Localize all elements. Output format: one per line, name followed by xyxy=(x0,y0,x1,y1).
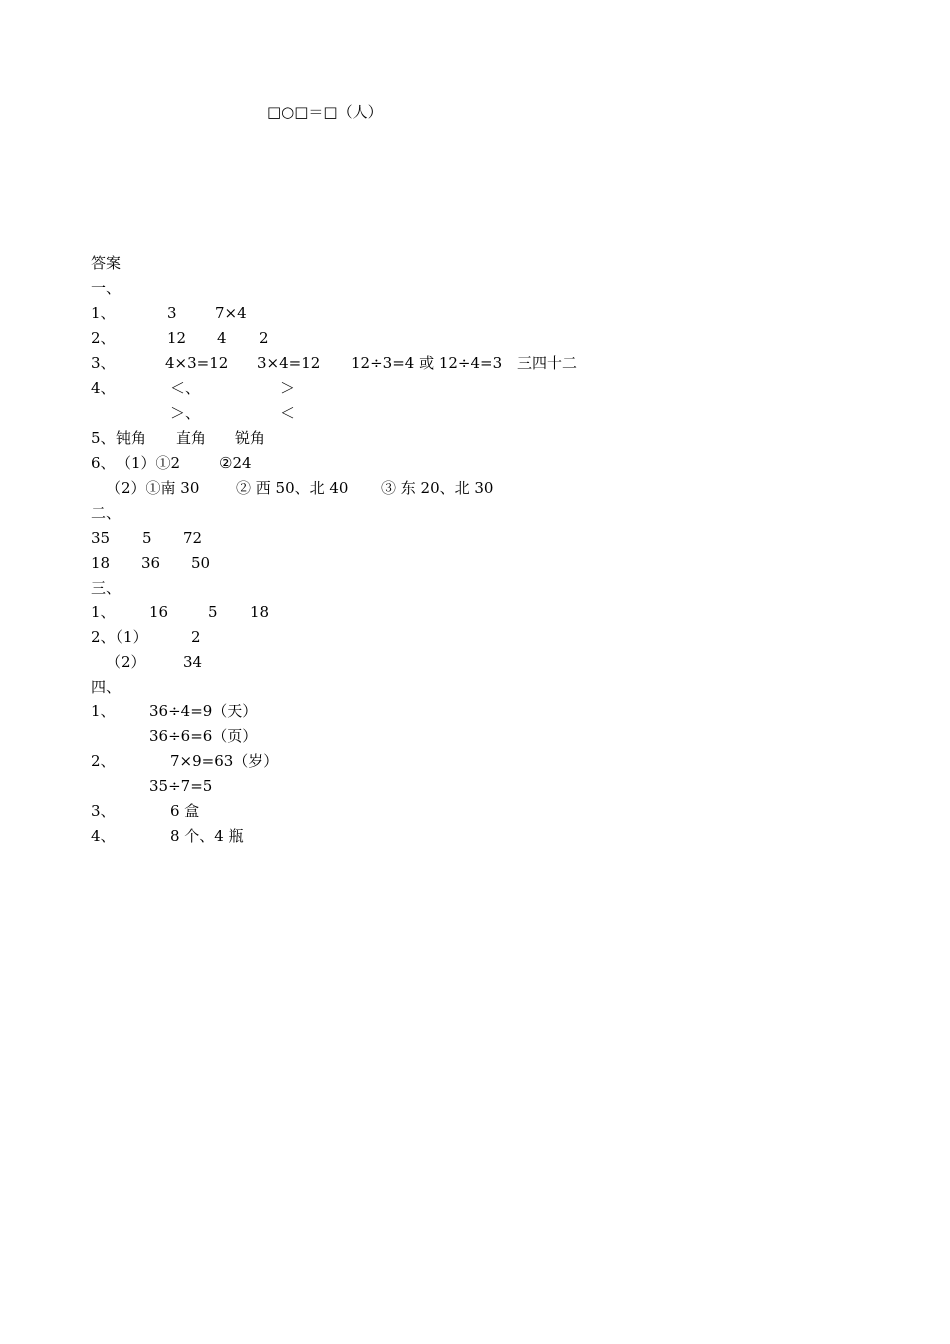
q2-answer-a: 12 xyxy=(167,329,187,347)
s4-q3-number: 3、 xyxy=(91,802,116,820)
section-4-label: 四、 xyxy=(91,678,122,696)
section-2-label: 二、 xyxy=(91,504,122,522)
q1-answer-a: 3 xyxy=(167,304,177,322)
q4-answer-a: ＜、 xyxy=(170,379,201,397)
q6-answer-b: ②24 xyxy=(219,454,252,472)
s3-q2-c: 34 xyxy=(183,653,203,671)
q3-number: 3、 xyxy=(91,354,116,372)
s4-q2-number: 2、 xyxy=(91,752,116,770)
s3-q1-c: 18 xyxy=(250,603,270,621)
s3-q2-number: 2、（1） xyxy=(91,628,148,646)
q4-answer-c: ＞、 xyxy=(170,404,201,422)
s3-q1-b: 5 xyxy=(208,603,218,621)
s4-q3-a: 6 盒 xyxy=(170,802,200,820)
q3-answer-a: 4×3=12 xyxy=(165,354,229,372)
s4-q2-b: 35÷7=5 xyxy=(149,777,213,795)
top-formula: □○□＝□（人） xyxy=(267,103,383,121)
q2-answer-b: 4 xyxy=(217,329,227,347)
s2-row2-a: 18 xyxy=(91,554,111,572)
s2-row1-c: 72 xyxy=(183,529,203,547)
section-3-label: 三、 xyxy=(91,579,122,597)
s4-q1-a: 36÷4=9（天） xyxy=(149,702,258,720)
answers-heading: 答案 xyxy=(91,254,122,272)
q4-answer-b: ＞ xyxy=(280,379,296,397)
section-1-label: 一、 xyxy=(91,279,122,297)
s4-q1-b: 36÷6=6（页） xyxy=(149,727,258,745)
s3-q1-number: 1、 xyxy=(91,603,116,621)
q2-answer-c: 2 xyxy=(259,329,269,347)
q5-answer-a: 钝角 xyxy=(116,429,147,447)
s3-q2-a: 2 xyxy=(191,628,201,646)
q1-answer-b: 7×4 xyxy=(215,304,247,322)
s4-q2-a: 7×9=63（岁） xyxy=(170,752,279,770)
q5-number: 5、 xyxy=(91,429,116,447)
s2-row1-a: 35 xyxy=(91,529,111,547)
q6-answer-c: （2）①南 30 xyxy=(106,479,200,497)
q3-answer-c: 12÷3=4 或 12÷4=3 xyxy=(351,354,503,372)
q1-number: 1、 xyxy=(91,304,116,322)
q3-answer-b: 3×4=12 xyxy=(257,354,321,372)
s4-q4-a: 8 个、4 瓶 xyxy=(170,827,244,845)
q6-answer-d: ② 西 50、北 40 xyxy=(236,479,349,497)
q2-number: 2、 xyxy=(91,329,116,347)
q5-answer-c: 锐角 xyxy=(235,429,266,447)
q6-answer-a: （1）①2 xyxy=(116,454,181,472)
q5-answer-b: 直角 xyxy=(176,429,207,447)
s4-q1-number: 1、 xyxy=(91,702,116,720)
s2-row2-c: 50 xyxy=(191,554,211,572)
q4-number: 4、 xyxy=(91,379,116,397)
q6-number: 6、 xyxy=(91,454,116,472)
s3-q2-b: （2） xyxy=(106,653,146,671)
q6-answer-e: ③ 东 20、北 30 xyxy=(381,479,494,497)
q4-answer-d: ＜ xyxy=(280,404,296,422)
q3-answer-d: 三四十二 xyxy=(517,354,578,372)
s2-row2-b: 36 xyxy=(141,554,161,572)
s2-row1-b: 5 xyxy=(142,529,152,547)
s3-q1-a: 16 xyxy=(149,603,169,621)
s4-q4-number: 4、 xyxy=(91,827,116,845)
